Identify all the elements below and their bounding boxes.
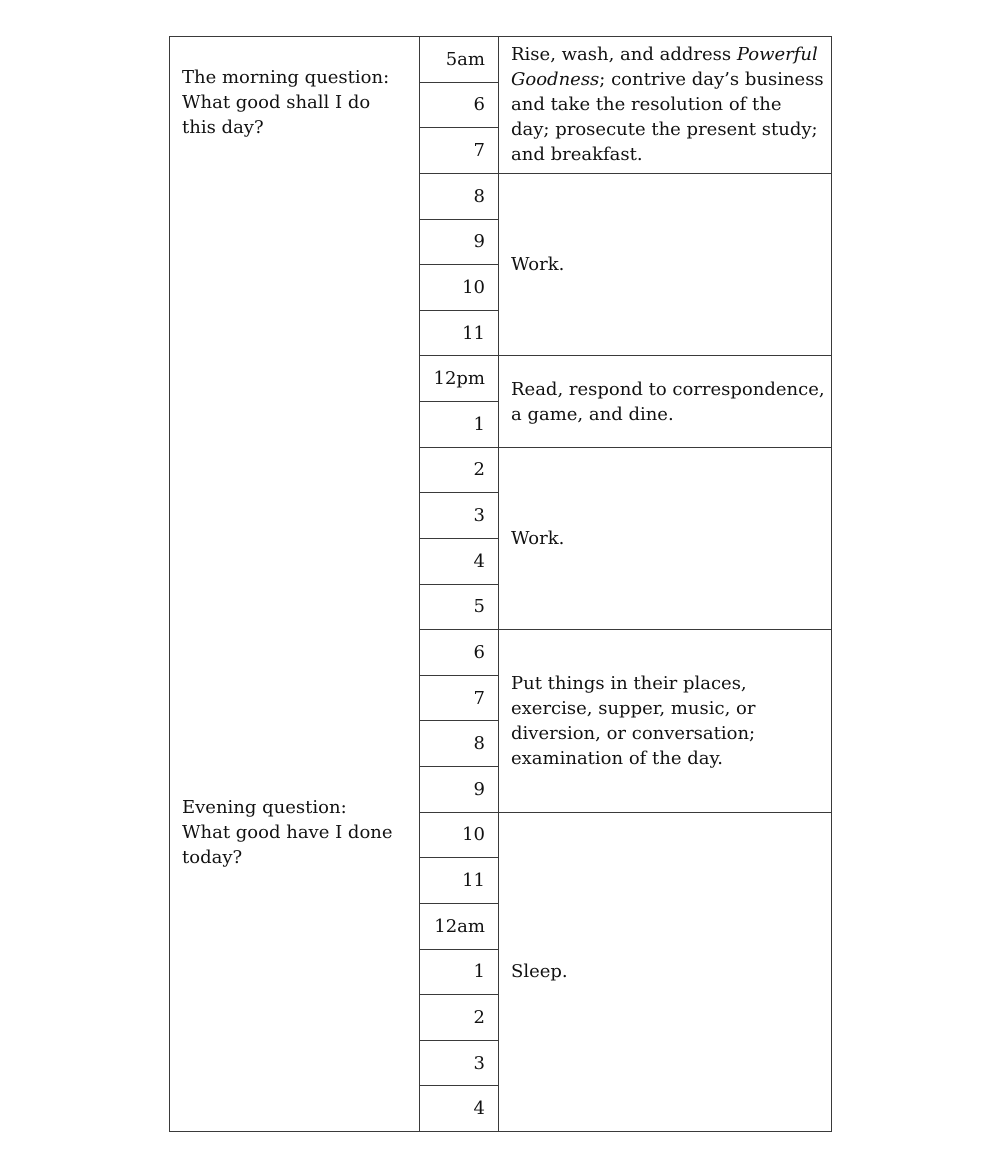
hour-cell: 10	[420, 812, 499, 858]
hour-cell: 8	[420, 721, 499, 767]
activity-text: Rise, wash, and address	[511, 44, 737, 66]
hour-cell: 11	[420, 310, 499, 356]
hour-cell: 2	[420, 995, 499, 1041]
hour-cell: 2	[420, 447, 499, 493]
activity-line: Work.	[511, 254, 565, 276]
activity-line: Work.	[511, 527, 565, 549]
activity-line: diversion, or conversation;	[511, 722, 756, 744]
hour-cell: 6	[420, 82, 499, 128]
activity-line	[511, 67, 824, 92]
hour-cell: 8	[420, 173, 499, 219]
activity-emphasis: Powerful	[736, 44, 818, 66]
activity-sleep	[499, 812, 832, 1131]
activity-line: Read, respond to correspondence,	[511, 378, 825, 400]
activity-line: a game, and dine.	[511, 403, 674, 425]
questions-column	[170, 37, 420, 1132]
hour-cell: 3	[420, 493, 499, 539]
hour-cell: 6	[420, 630, 499, 676]
schedule-row	[170, 37, 832, 83]
activity-line: and take the resolution of the	[511, 94, 782, 116]
activity-work-afternoon	[499, 447, 832, 630]
activity-emphasis: Goodness	[511, 69, 600, 91]
hour-cell: 7	[420, 675, 499, 721]
evening-question-line: What good have I done	[182, 822, 393, 843]
activity-rise	[499, 37, 832, 174]
hour-cell: 7	[420, 128, 499, 174]
activity-line: Put things in their places,	[511, 672, 747, 694]
hour-cell: 5am	[420, 37, 499, 83]
activity-work-morning	[499, 173, 832, 356]
hour-cell: 12pm	[420, 356, 499, 402]
evening-question	[182, 795, 410, 870]
activity-evening	[499, 630, 832, 813]
hour-cell: 9	[420, 219, 499, 265]
activity-line: exercise, supper, music, or	[511, 697, 756, 719]
activity-line: Sleep.	[511, 961, 568, 983]
activity-text: ; contrive day’s business	[599, 69, 824, 91]
morning-question-line: this day?	[182, 117, 264, 138]
hour-cell: 4	[420, 1086, 499, 1132]
hour-cell: 12am	[420, 903, 499, 949]
morning-question-line: The morning question:	[182, 67, 390, 88]
hour-cell: 5	[420, 584, 499, 630]
hour-cell: 1	[420, 949, 499, 995]
hour-cell: 4	[420, 538, 499, 584]
morning-question	[182, 65, 410, 140]
activity-noon	[499, 356, 832, 447]
hour-cell: 9	[420, 767, 499, 813]
activity-line: day; prosecute the present study;	[511, 119, 818, 141]
activity-line: examination of the day.	[511, 747, 724, 769]
evening-question-line: Evening question:	[182, 797, 347, 818]
evening-question-line: today?	[182, 847, 243, 868]
daily-schedule-table	[169, 36, 832, 1132]
hour-cell: 3	[420, 1040, 499, 1086]
hour-cell: 11	[420, 858, 499, 904]
hour-cell: 10	[420, 265, 499, 311]
activity-line: and breakfast.	[511, 144, 643, 166]
morning-question-line: What good shall I do	[182, 92, 371, 113]
hour-cell: 1	[420, 402, 499, 448]
activity-line	[511, 42, 821, 67]
